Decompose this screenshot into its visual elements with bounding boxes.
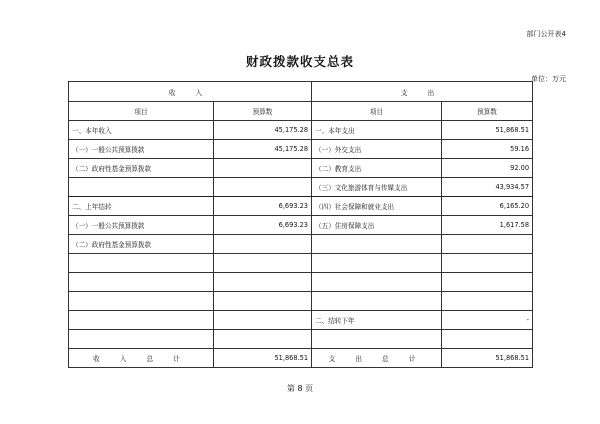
table-row	[69, 159, 533, 178]
income-amount-col-header: 预算数	[214, 102, 312, 121]
expense-amount-cell: 6,165.20	[442, 197, 533, 216]
income-item-cell	[69, 254, 214, 273]
income-item-cell	[69, 292, 214, 311]
income-amount-cell: 45,175.28	[214, 140, 312, 159]
income-amount-cell: 45,175.28	[214, 121, 312, 140]
expense-amount-cell: -	[442, 311, 533, 330]
expense-amount-col-header: 预算数	[442, 102, 533, 121]
income-item-cell	[69, 311, 214, 330]
expense-item-cell: 一、本年支出	[312, 121, 442, 140]
expense-amount-cell	[442, 254, 533, 273]
income-item-cell: 二、上年结转	[69, 197, 214, 216]
income-amount-cell	[214, 330, 312, 349]
table-row	[69, 254, 533, 273]
income-amount-cell	[214, 159, 312, 178]
table-row	[69, 140, 533, 159]
table-row	[69, 197, 533, 216]
page-number: 第 8 页	[286, 384, 314, 393]
income-item-cell	[69, 330, 214, 349]
table-row	[69, 311, 533, 330]
expense-amount-cell	[442, 292, 533, 311]
income-item-cell: （二）政府性基金预算拨款	[69, 159, 214, 178]
table-row	[69, 121, 533, 140]
expense-total-label: 支 出 总 计	[312, 349, 442, 368]
expense-item-col-header: 项目	[312, 102, 442, 121]
table-row	[69, 330, 533, 349]
expense-total-amount: 51,868.51	[442, 349, 533, 368]
table-row	[69, 216, 533, 235]
expense-item-cell	[312, 330, 442, 349]
expense-section-header: 支 出	[312, 82, 533, 102]
expense-item-cell: （一）外交支出	[312, 140, 442, 159]
budget-table	[68, 81, 533, 368]
income-amount-cell	[214, 311, 312, 330]
expense-amount-cell	[442, 330, 533, 349]
table-row	[69, 178, 533, 197]
expense-item-cell: 二、结转下年	[312, 311, 442, 330]
expense-item-cell: （三）文化旅游体育与传媒支出	[312, 178, 442, 197]
total-row	[69, 349, 533, 368]
income-item-cell: （一）一般公共预算拨款	[69, 216, 214, 235]
expense-item-cell	[312, 292, 442, 311]
expense-amount-cell: 92.00	[442, 159, 533, 178]
page-title: 财政拨款收支总表	[245, 54, 354, 69]
unit-label: 单位：万元	[531, 75, 566, 83]
table-row	[69, 235, 533, 254]
expense-amount-cell: 51,868.51	[442, 121, 533, 140]
income-item-cell: （一）一般公共预算拨款	[69, 140, 214, 159]
income-amount-cell	[214, 235, 312, 254]
expense-amount-cell: 43,934.57	[442, 178, 533, 197]
table-row	[69, 273, 533, 292]
income-amount-cell	[214, 292, 312, 311]
form-number-label: 部门公开表4	[526, 30, 566, 38]
income-amount-cell	[214, 178, 312, 197]
income-item-cell: 一、本年收入	[69, 121, 214, 140]
expense-item-cell: （四）社会保障和就业支出	[312, 197, 442, 216]
expense-item-cell: （二）教育支出	[312, 159, 442, 178]
income-item-cell	[69, 273, 214, 292]
income-item-cell: （二）政府性基金预算拨款	[69, 235, 214, 254]
expense-amount-cell: 1,617.58	[442, 216, 533, 235]
expense-item-cell: （五）住房保障支出	[312, 216, 442, 235]
income-total-label: 收 入 总 计	[69, 349, 214, 368]
table-row	[69, 292, 533, 311]
income-item-cell	[69, 178, 214, 197]
income-total-amount: 51,868.51	[214, 349, 312, 368]
expense-amount-cell: 59.16	[442, 140, 533, 159]
expense-item-cell	[312, 273, 442, 292]
income-section-header: 收 入	[69, 82, 312, 102]
income-amount-cell: 6,693.23	[214, 197, 312, 216]
expense-item-cell	[312, 235, 442, 254]
expense-amount-cell	[442, 235, 533, 254]
income-item-col-header: 项目	[69, 102, 214, 121]
income-amount-cell	[214, 273, 312, 292]
expense-amount-cell	[442, 273, 533, 292]
income-amount-cell	[214, 254, 312, 273]
expense-item-cell	[312, 254, 442, 273]
income-amount-cell: 6,693.23	[214, 216, 312, 235]
